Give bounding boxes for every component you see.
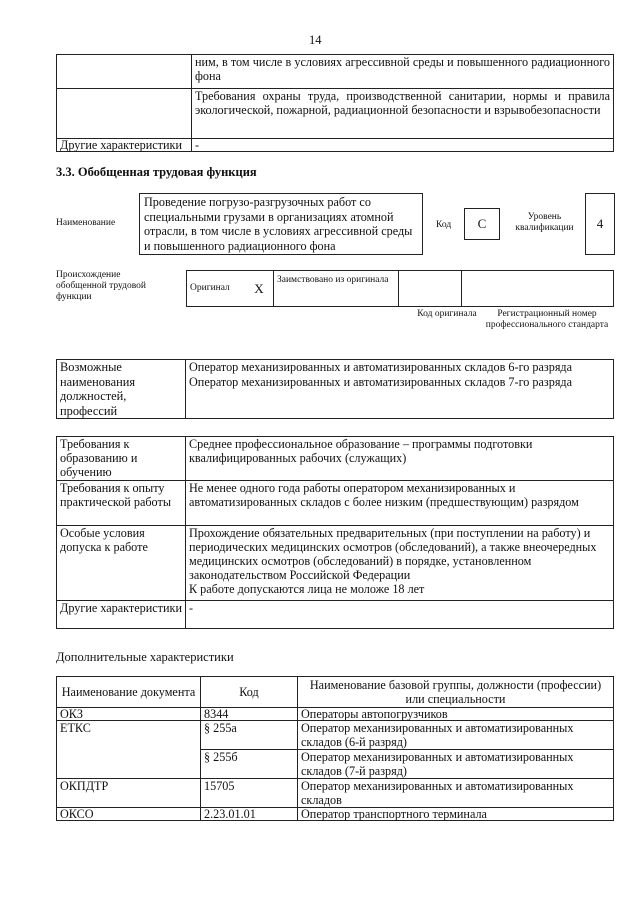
section-heading: 3.3. Обобщенная трудовая функция: [56, 165, 257, 179]
name-value: Проведение погрузо-разгрузочных работ со специальными грузами в организациях атомной отрасли, в том числе в условиях агрессивной среды и повышенного радиационного фона: [144, 195, 413, 253]
top-table-row2: Требования охраны труда, производственной санитарии, нормы и правила экологической, пожарной, радиационной безопасности и взрывобезопасности: [192, 89, 614, 139]
positions-label: Возможные наименования должностей, профессий: [57, 360, 186, 419]
top-table: [56, 54, 614, 152]
experience-value: Не менее одного года работы оператором механизированных и автоматизированных складов с более низким (предшествующим) разрядом: [186, 481, 614, 526]
admission-text: Прохождение обязательных предварительных (при поступлении на работу) и периодических медицинских осмотров (обследований), а также внеочередных медицинских осмотров (обследований) в порядке, установленном законодательством Российской Федерации: [189, 526, 597, 582]
position-item: Оператор механизированных и автоматизированных складов 6-го разряда: [189, 360, 573, 374]
header-code: Код: [201, 677, 298, 708]
original-label: Оригинал: [187, 271, 246, 307]
positions-table: [56, 359, 614, 419]
original-mark: X: [245, 271, 274, 307]
code-original-cell: [399, 271, 462, 307]
other-characteristics-value: -: [192, 139, 614, 152]
education-value: Среднее профессиональное образование – программы подготовки квалифицированных рабочих (служащих): [186, 437, 614, 481]
positions-values: [186, 360, 614, 419]
additional-table: [56, 676, 614, 821]
top-table-row1: ним, в том числе в условиях агрессивной среды и повышенного радиационного фона: [192, 55, 614, 89]
row-doc: ОКЗ: [57, 708, 201, 721]
borrowed-label: Заимствовано из оригинала: [274, 271, 399, 307]
origin-label: Происхождение обобщенной трудовой функции: [56, 270, 146, 302]
admission-age: К работе допускаются лица не моложе 18 лет: [189, 582, 425, 596]
code-value: C: [477, 216, 487, 231]
row-doc: ЕТКС: [57, 721, 201, 779]
row-code: 15705: [201, 779, 298, 808]
admission-value: [186, 526, 614, 601]
education-label: Требования к образованию и обучению: [57, 437, 186, 481]
row-code: § 255б: [201, 750, 298, 779]
code-original-caption: Код оригинала: [417, 309, 477, 319]
row-name: Операторы автопогрузчиков: [298, 708, 614, 721]
reg-number-caption: Регистрационный номер профессионального стандарта: [485, 309, 609, 330]
other-label: Другие характеристики: [57, 601, 186, 629]
reg-number-cell: [462, 271, 614, 307]
row-code: § 255а: [201, 721, 298, 750]
row-name: Оператор транспортного терминала: [298, 808, 614, 821]
level-value: 4: [596, 216, 604, 231]
top-table-empty-cell: [57, 89, 192, 139]
header-name: Наименование базовой группы, должности (профессии) или специальности: [298, 677, 614, 708]
row-name: Оператор механизированных и автоматизированных складов (7-й разряд): [298, 750, 614, 779]
position-item: Оператор механизированных и автоматизированных складов 7-го разряда: [189, 374, 573, 389]
additional-heading: Дополнительные характеристики: [56, 650, 234, 664]
row-doc: ОКСО: [57, 808, 201, 821]
admission-label: Особые условия допуска к работе: [57, 526, 186, 601]
experience-label: Требования к опыту практической работы: [57, 481, 186, 526]
row-name: Оператор механизированных и автоматизированных складов: [298, 779, 614, 808]
name-value-box: [139, 193, 423, 255]
top-table-empty-cell: [57, 55, 192, 89]
row-doc: ОКПДТР: [57, 779, 201, 808]
other-characteristics-label: Другие характеристики: [57, 139, 192, 152]
header-doc: Наименование документа: [57, 677, 201, 708]
code-label: Код: [436, 220, 452, 230]
name-label: Наименование: [56, 218, 116, 228]
code-value-box: [464, 208, 500, 240]
origin-table: [186, 270, 614, 307]
requirements-table: [56, 436, 614, 629]
row-name: Оператор механизированных и автоматизированных складов (6-й разряд): [298, 721, 614, 750]
other-value: -: [186, 601, 614, 629]
page-number: 14: [309, 33, 322, 47]
level-label: Уровень квалификации: [515, 212, 574, 233]
row-code: 8344: [201, 708, 298, 721]
level-value-box: [585, 193, 615, 255]
row-code: 2.23.01.01: [201, 808, 298, 821]
